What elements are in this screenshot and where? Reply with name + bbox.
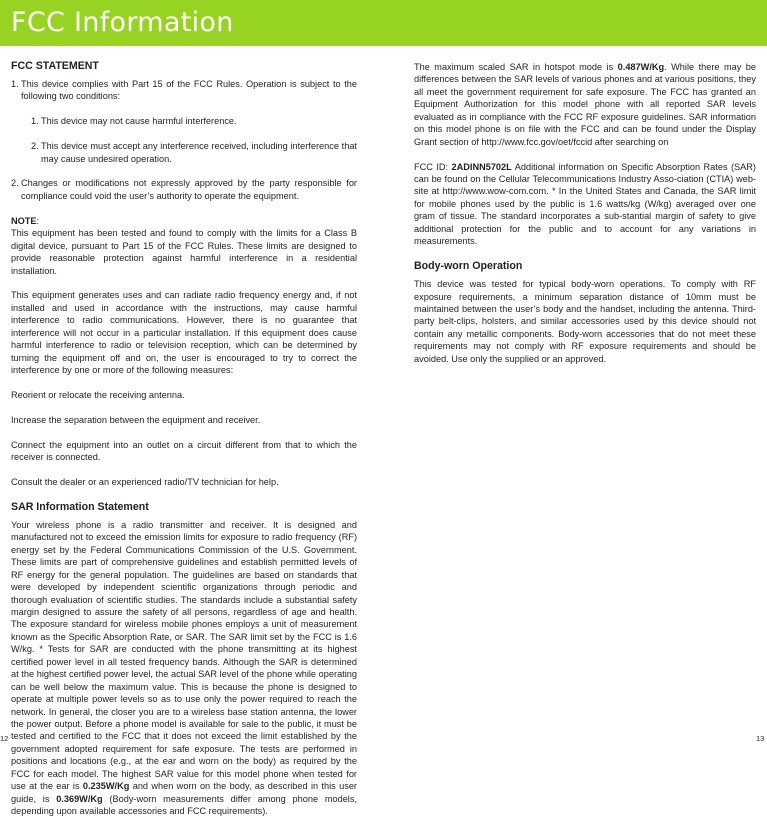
note-paragraph: This equipment generates uses and can radiate radio frequency energy and, if not installed and used in accordance with the instructions, may cause harmful interference to radio communications. However, there is no guarantee that interference will not occur in a particular installation. If this equipment does cause harmful interference to radio or television reception, which can be determined by turning the equipment off and on, the user is encouraged to try to correct the interference by one or more of the following measures: <box>11 290 357 376</box>
fcc-id-label: FCC ID: <box>414 161 452 172</box>
fcc-statement-list <box>11 78 357 202</box>
page-number-left: 12 <box>0 734 9 743</box>
list-item-number: 1. <box>31 116 39 127</box>
page-number-right: 13 <box>756 734 765 743</box>
list-item-text: Changes or modifications not expressly approved by the party responsible for compliance could void the user’s authority to operate the equipment. <box>21 178 357 201</box>
fcc-id-text: Additional information on Specific Absorption Rates (SAR) can be found on the Cellular Telecommunications Industry Asso-ciation (CTIA) web-site at http://www.wow-com.com. * In the United States and Canada, the SAR limit for mobile phones used by the public is 1.6 watts/kg (W/kg) averaged over one gram of tissue. The standard incorporates a sub-stantial margin of safety to give additional protection for the public and to account for any variations in measurements. <box>414 161 756 247</box>
list-item-text: This device must accept any interference received, including interference that may cause undesired operation. <box>41 141 357 164</box>
page-title: FCC Information <box>11 7 234 38</box>
measure-paragraph: Consult the dealer or an experienced radio/TV technician for help. <box>11 476 279 487</box>
hotspot-text: The maximum scaled SAR in hotspot mode is <box>414 62 618 72</box>
sar-text: Your wireless phone is a radio transmitter and receiver. It is designed and manufactured not to exceed the emission limits for exposure to radio frequency (RF) energy set by the Federal Communications Commission of the U.S. Government. These limits are part of comprehensive guidelines and establish permitted levels of RF energy for the general population. The guidelines are based on standards that were developed by independent scientific organizations through periodic and thorough evaluation of scientific studies. The standards include a substantial safety margin designed to assure the safety of all persons, regardless of age and health. The exposure standard for wireless mobile phones employs a unit of measurement known as the Specific Absorption Rate, or SAR. The SAR limit set by the FCC is 1.6 W/kg. * Tests for SAR are conducted with the phone transmitting at its highest certified power level in all tested frequency bands. Although the SAR is determined at the highest certified power level, the actual SAR level of the phone while operating can be well below the maximum value. This is because the phone is designed to operate at multiple power levels so as to use only the power required to reach the network. In general, the closer you are to a wireless base station antenna, the lower the power output. Before a phone model is available for sale to the public, it must be tested and certified to the FCC that it does not exceed the limit established by the government adopted requirement for safe exposure. The tests are performed in positions and locations (e.g., at the ear and worn on the body) as required by the FCC for each model. The highest SAR value for this model phone when tested for use at the ear is <box>11 519 357 792</box>
list-item-number: 2. <box>31 141 39 152</box>
measure-paragraph: Increase the separation between the equipment and receiver. <box>11 414 261 425</box>
fcc-statement-heading: FCC STATEMENT <box>11 60 99 72</box>
list-item <box>11 177 357 202</box>
right-column <box>414 61 756 378</box>
note-colon: : <box>36 215 40 226</box>
note-label-line <box>11 215 357 227</box>
sar-body-value: 0.369W/Kg <box>56 793 103 804</box>
list-item <box>21 140 357 165</box>
list-item <box>21 115 357 127</box>
hotspot-paragraph <box>414 61 756 148</box>
hotspot-text: . While there may be differences between the SAR levels of various phones and at various positions, they all meet the government requirement for safe exposure. The FCC has granted an Equipment Authorization for this model phone with all reported SAR levels evaluated as in compliance with the FCC RF exposure guidelines. SAR information on this model phone is on file with the FCC and can be found under the Display Grant section of http://www.fcc.gov/oet/fccid after searching on <box>414 62 756 147</box>
left-column <box>11 60 357 830</box>
list-item-text: This device complies with Part 15 of the FCC Rules. Operation is subject to the following two conditions: <box>21 79 357 102</box>
header-banner <box>0 0 767 46</box>
list-item-text: This device may not cause harmful interference. <box>41 116 237 127</box>
sar-statement-heading: SAR Information Statement <box>11 500 149 513</box>
measure-paragraph: Connect the equipment into an outlet on a circuit different from that to which the receiver is connected. <box>11 439 357 463</box>
hotspot-sar-value: 0.487W/Kg <box>617 62 665 72</box>
list-item-number: 1. <box>11 79 19 89</box>
body-worn-heading: Body-worn Operation <box>414 260 523 273</box>
sar-ear-value: 0.235W/Kg <box>82 781 130 792</box>
fcc-id-value: 2ADINN5702L <box>451 161 512 172</box>
note-paragraph: This equipment has been tested and found to comply with the limits for a Class B digital device, pursuant to Part 15 of the FCC Rules. These limits are designed to provide reasonable protection against harmful interference in a residential installation. <box>11 228 357 276</box>
fcc-id-paragraph <box>414 161 756 248</box>
sar-text: (Body-worn measurements differ among phone models, depending upon available accessories and FCC requirements). <box>11 793 357 817</box>
note-label: NOTE <box>11 215 37 226</box>
body-worn-paragraph: This device was tested for typical body-worn operations. To comply with RF exposure requirements, a minimum separation distance of 10mm must be maintained between the user’s body and the handset, including the antenna. Third-party belt-clips, holsters, and similar accessories used by this device should not contain any metallic components. Body-worn accessories that do not meet these requirements may not comply with RF exposure requirements and should be avoided. Use only the supplied or an approved. <box>414 279 756 364</box>
sar-statement-paragraph <box>11 519 357 818</box>
sar-text: and when worn on the body, as described in this user guide, is <box>11 781 357 804</box>
list-item <box>11 78 357 165</box>
conditions-list <box>21 115 357 165</box>
list-item-number: 2. <box>11 178 19 189</box>
measure-paragraph: Reorient or relocate the receiving antenna. <box>11 389 185 400</box>
